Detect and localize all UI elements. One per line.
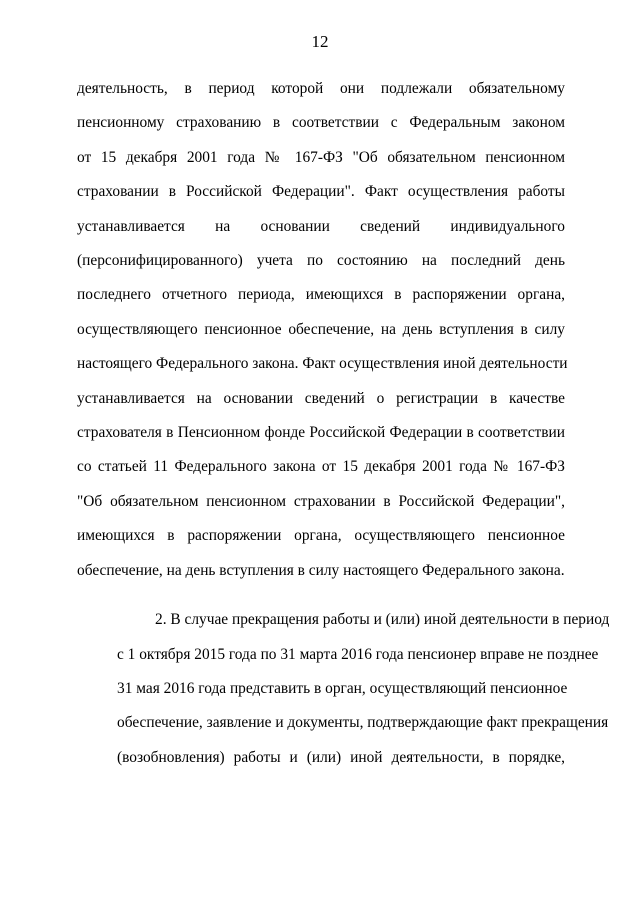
text-line: последнего отчетного периода, имеющихся в распоряжении органа,	[77, 286, 565, 304]
document-body	[77, 72, 610, 775]
text-line: устанавливается на основании сведений о регистрации в качестве	[77, 389, 565, 407]
text-line: 2. В случае прекращения работы и (или) иной деятельности в период	[155, 611, 610, 629]
text-line: обеспечение, заявление и документы, подтверждающие факт прекращения	[117, 714, 609, 732]
text-line: обеспечение, на день вступления в силу настоящего Федерального закона.	[77, 561, 565, 579]
text-line: устанавливается на основании сведений индивидуального	[77, 217, 565, 235]
text-line: настоящего Федерального закона. Факт осуществления иной деятельности	[77, 355, 568, 373]
text-line: страховании в Российской Федерации". Факт осуществления работы	[77, 183, 565, 201]
paragraph-continued	[77, 72, 568, 588]
paragraph-item-2	[77, 603, 610, 775]
text-line: пенсионному страхованию в соответствии с Федеральным законом	[77, 114, 565, 132]
page-number: 12	[311, 32, 329, 51]
text-line: "Об обязательном пенсионном страховании в Российской Федерации",	[77, 492, 565, 510]
text-line: (персонифицированного) учета по состоянию на последний день	[77, 252, 565, 270]
text-line: 31 мая 2016 года представить в орган, осуществляющий пенсионное	[117, 679, 568, 697]
text-line: имеющихся в распоряжении органа, осуществляющего пенсионное	[77, 527, 565, 545]
text-line: (возобновления) работы и (или) иной деятельности, в порядке,	[117, 748, 565, 766]
text-line: со статьей 11 Федерального закона от 15 декабря 2001 года № 167-ФЗ	[77, 458, 565, 476]
text-line: осуществляющего пенсионное обеспечение, на день вступления в силу	[77, 320, 565, 338]
text-line: от 15 декабря 2001 года № 167-ФЗ "Об обязательном пенсионном	[77, 148, 565, 166]
text-line: деятельность, в период которой они подлежали обязательному	[77, 80, 565, 97]
text-line: с 1 октября 2015 года по 31 марта 2016 года пенсионер вправе не позднее	[117, 645, 599, 663]
text-line: страхователя в Пенсионном фонде Российской Федерации в соответствии	[77, 424, 565, 442]
